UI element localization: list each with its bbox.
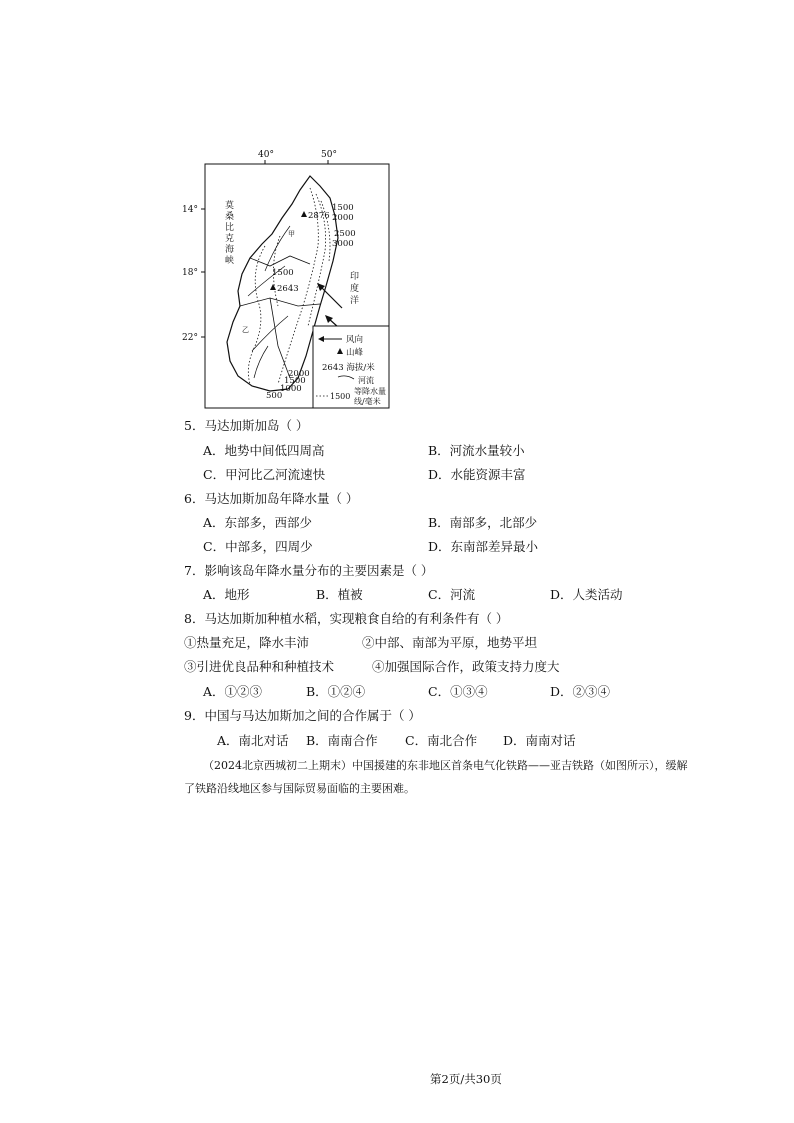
q8-option-c[interactable]: C．①③④ [428,684,488,699]
indian-ocean-label [350,270,359,306]
q8-condition-4: ④加强国际合作，政策支持力度大 [372,659,560,674]
q8-condition-3: ③引进优良品种和种植技术 [184,659,335,674]
svg-text:度: 度 [350,284,360,294]
svg-text:山峰: 山峰 [346,348,364,358]
mozambique-channel-label [225,199,234,266]
lat-label-18: 18° [182,268,198,278]
page-number: 第2页/共30页 [430,1072,502,1086]
q5-option-b[interactable]: B．河流水量较小 [428,443,525,458]
river-yi-label: 乙 [242,326,249,334]
svg-text:桑: 桑 [225,212,235,222]
q7-option-c[interactable]: C．河流 [428,587,476,602]
svg-text:海: 海 [225,245,235,255]
q5-option-a[interactable]: A．地势中间低四周高 [203,443,325,458]
q6-option-a[interactable]: A．东部多，西部少 [203,515,313,530]
q9-option-d[interactable]: D．南南对话 [503,733,576,748]
contour-label: 500 [266,391,283,401]
question-5-stem: 5．马达加斯加岛（ ） [184,418,309,433]
river-jia-label: 甲 [288,230,295,238]
q7-option-b[interactable]: B．植被 [316,587,363,602]
madagascar-map [170,146,395,410]
svg-text:印: 印 [350,272,360,282]
q6-option-c[interactable]: C．中部多，四周少 [203,539,313,554]
contour-label: 2500 [334,229,356,239]
contour-label: 1000 [280,384,302,394]
lat-label-14: 14° [182,205,198,215]
svg-text:风向: 风向 [346,335,364,345]
q7-option-a[interactable]: A．地形 [203,587,250,602]
q6-option-b[interactable]: B．南部多，北部少 [428,515,538,530]
peak-elev-2876: 2876 [308,211,330,221]
contour-label: 2000 [288,369,310,379]
contour-label: 3000 [332,239,354,249]
q6-option-d[interactable]: D．东南部差异最小 [428,539,539,554]
q8-condition-1: ①热量充足，降水丰沛 [184,635,310,650]
q9-option-c[interactable]: C．南北合作 [405,733,478,748]
svg-text:洋: 洋 [350,296,360,306]
legend-elev: 2643 海拔/米 [322,363,375,373]
q9-option-a[interactable]: A．南北对话 [217,733,289,748]
peak-elev-2643: 2643 [277,284,299,294]
q8-option-b[interactable]: B．①②④ [306,684,366,699]
lon-label-50: 50° [321,150,337,160]
contour-label: 2000 [332,213,354,223]
question-8-stem: 8．马达加斯加种植水稻，实现粮食自给的有利条件有（ ） [184,611,509,626]
lat-label-22: 22° [182,333,198,343]
passage-line-1: （2024北京西城初二上期末）中国援建的东非地区首条电气化铁路——亚吉铁路（如图所示），缓解 [203,759,688,772]
q8-option-a[interactable]: A．①②③ [203,684,263,699]
svg-text:峡: 峡 [225,256,235,266]
passage-line-2: 了铁路沿线地区参与国际贸易面临的主要困难。 [184,782,415,795]
svg-text:河流: 河流 [358,376,374,385]
q5-option-c[interactable]: C．甲河比乙河流速快 [203,467,326,482]
q7-option-d[interactable]: D．人类活动 [550,587,623,602]
q5-option-d[interactable]: D．水能资源丰富 [428,467,526,482]
question-6-stem: 6．马达加斯加岛年降水量（ ） [184,491,359,506]
svg-text:线/毫米: 线/毫米 [354,397,381,406]
question-9-stem: 9．中国与马达加斯加之间的合作属于（ ） [184,708,421,723]
q8-condition-2: ②中部、南部为平原，地势平坦 [362,635,538,650]
svg-text:比: 比 [225,223,235,233]
question-7-stem: 7．影响该岛年降水量分布的主要因素是（ ） [184,563,434,578]
contour-label: 1500 [284,376,306,386]
svg-text:莫: 莫 [225,201,235,211]
svg-text:等降水量: 等降水量 [354,387,386,396]
contour-label: 1500 [272,268,294,278]
contour-label: 1500 [332,203,354,213]
svg-text:1500: 1500 [330,392,351,401]
q9-option-b[interactable]: B．南南合作 [306,733,378,748]
svg-text:克: 克 [225,234,235,244]
lon-label-40: 40° [258,150,274,160]
q8-option-d[interactable]: D．②③④ [550,684,611,699]
